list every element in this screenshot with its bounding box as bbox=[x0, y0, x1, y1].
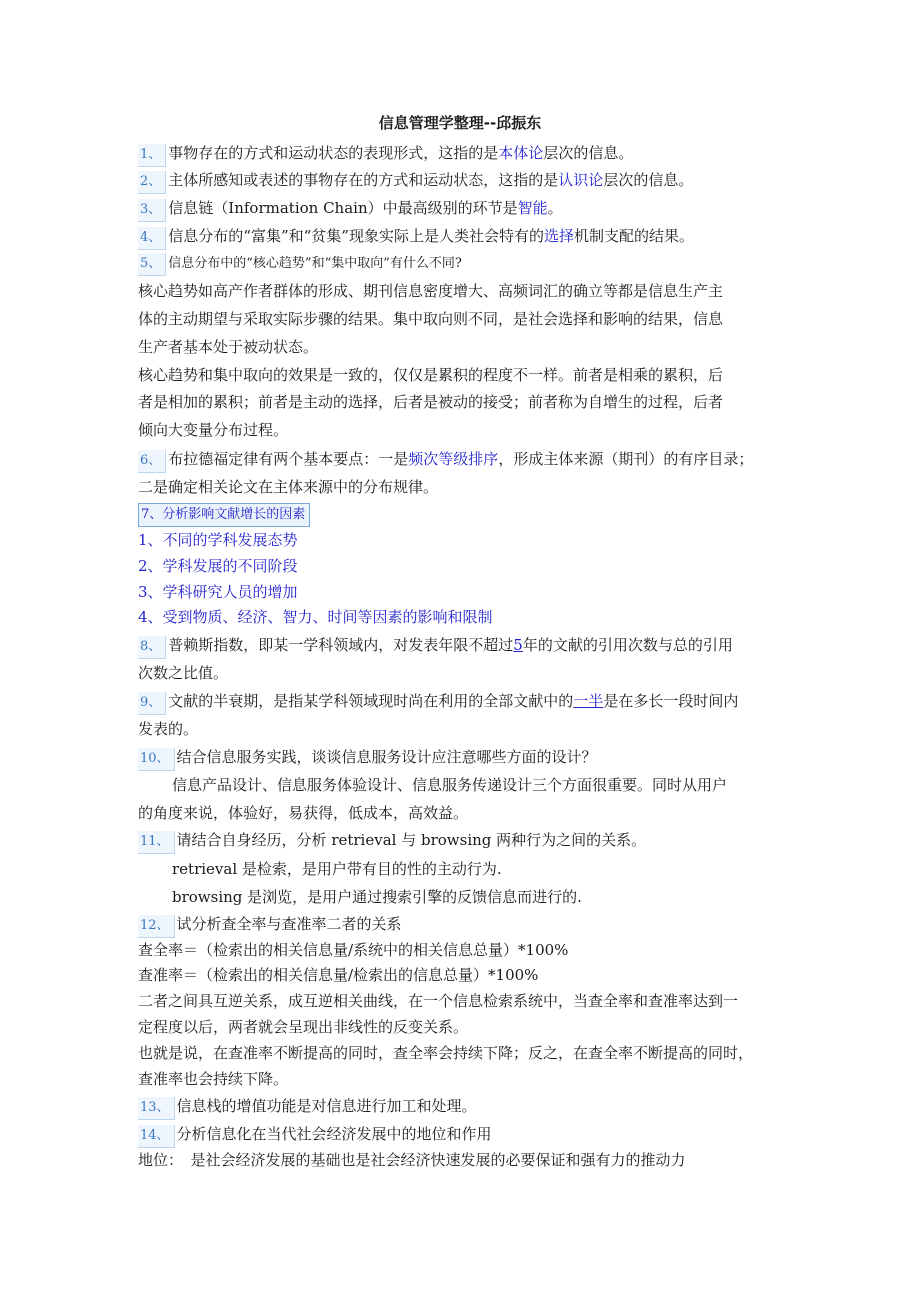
item-number: 10、 bbox=[138, 748, 175, 771]
item-number: 2、 bbox=[138, 171, 166, 194]
question-10: 10、 结合信息服务实践，谈谈信息服务设计应注意哪些方面的设计？ bbox=[138, 744, 597, 770]
answer-5-line: 体的主动期望与采取实际步骤的结果。集中取向则不同，是社会选择和影响的结果，信息 bbox=[138, 310, 724, 328]
question-1: 1、 事物存在的方式和运动状态的表现形式，这指的是本体论层次的信息。 bbox=[138, 140, 633, 166]
item-number: 3、 bbox=[138, 199, 166, 222]
keyword-link[interactable]: 本体论 bbox=[498, 144, 544, 162]
item-number: 4、 bbox=[138, 227, 166, 250]
item-number: 1、 bbox=[138, 144, 166, 167]
keyword-link[interactable]: 选择 bbox=[543, 227, 574, 245]
item-number: 12、 bbox=[138, 915, 175, 938]
question-6-line2: 二是确定相关论文在主体来源中的分布规律。 bbox=[138, 478, 439, 496]
keyword-link[interactable]: 一半 bbox=[573, 692, 604, 710]
question-8-line2: 次数之比值。 bbox=[138, 664, 229, 682]
factor-item: 2、学科发展的不同阶段 bbox=[138, 557, 298, 575]
question-14: 14、 分析信息化在当代社会经济发展中的地位和作用 bbox=[138, 1121, 492, 1147]
question-13: 13、 信息栈的增值功能是对信息进行加工和处理。 bbox=[138, 1093, 477, 1119]
answer-11-line: browsing 是浏览，是用户通过搜索引擎的反馈信息而进行的. bbox=[172, 888, 582, 906]
item-number: 8、 bbox=[138, 636, 166, 659]
answer-12-line: 查全率＝（检索出的相关信息量/系统中的相关信息总量）*100% bbox=[138, 941, 569, 959]
answer-12-line: 查准率也会持续下降。 bbox=[138, 1070, 289, 1088]
question-4: 4、 信息分布的“富集”和“贫集”现象实际上是人类社会特有的选择机制支配的结果。 bbox=[138, 223, 694, 249]
keyword-link[interactable]: 频次等级排序 bbox=[408, 450, 499, 468]
answer-5-line: 核心趋势和集中取向的效果是一致的，仅仅是累积的程度不一样。前者是相乘的累积，后 bbox=[138, 366, 724, 384]
answer-10-line: 的角度来说，体验好，易获得，低成本，高效益。 bbox=[138, 804, 469, 822]
answer-14-line: 地位： 是社会经济发展的基础也是社会经济快速发展的必要保证和强有力的推动力 bbox=[138, 1151, 686, 1169]
document-title: 信息管理学整理--邱振东 bbox=[378, 114, 542, 132]
answer-5-line: 生产者基本处于被动状态。 bbox=[138, 338, 319, 356]
question-3: 3、 信息链（Information Chain）中最高级别的环节是智能。 bbox=[138, 195, 563, 221]
question-9: 9、 文献的半衰期，是指某学科领域现时尚在利用的全部文献中的一半是在多长一段时间内 bbox=[138, 688, 738, 714]
item-number: 6、 bbox=[138, 450, 166, 473]
question-8: 8、 普赖斯指数，即某一学科领域内，对发表年限不超过5年的文献的引用次数与总的引用 bbox=[138, 632, 733, 658]
question-2: 2、 主体所感知或表述的事物存在的方式和运动状态，这指的是认识论层次的信息。 bbox=[138, 167, 693, 193]
answer-12-line: 查准率＝（检索出的相关信息量/检索出的信息总量）*100% bbox=[138, 966, 539, 984]
answer-10-line: 信息产品设计、信息服务体验设计、信息服务传递设计三个方面很重要。同时从用户 bbox=[172, 776, 728, 794]
question-5: 5、 信息分布中的“核心趋势”和“集中取向”有什么不同? bbox=[138, 251, 462, 277]
answer-5-line: 核心趋势如高产作者群体的形成、期刊信息密度增大、高频词汇的确立等都是信息生产主 bbox=[138, 282, 724, 300]
factor-item: 4、受到物质、经济、智力、时间等因素的影响和限制 bbox=[138, 608, 493, 626]
keyword-link[interactable]: 智能 bbox=[517, 199, 548, 217]
question-12: 12、 试分析查全率与查准率二者的关系 bbox=[138, 911, 402, 937]
answer-12-line: 定程度以后，两者就会呈现出非线性的反变关系。 bbox=[138, 1018, 469, 1036]
factor-item: 1、不同的学科发展态势 bbox=[138, 531, 298, 549]
answer-11-line: retrieval 是检索，是用户带有目的性的主动行为. bbox=[172, 860, 502, 878]
keyword-link[interactable]: 认识论 bbox=[558, 171, 604, 189]
question-7-title: 7、分析影响文献增长的因素 bbox=[138, 503, 310, 527]
question-11: 11、 请结合自身经历，分析 retrieval 与 browsing 两种行为之间的关系。 bbox=[138, 827, 646, 853]
item-number: 9、 bbox=[138, 692, 166, 715]
factor-item: 3、学科研究人员的增加 bbox=[138, 583, 298, 601]
answer-5-line: 倾向大变量分布过程。 bbox=[138, 421, 289, 439]
item-number: 14、 bbox=[138, 1125, 175, 1148]
answer-12-line: 也就是说，在查准率不断提高的同时，查全率会持续下降；反之，在查全率不断提高的同时， bbox=[138, 1044, 754, 1062]
question-6: 6、 布拉德福定律有两个基本要点：一是频次等级排序，形成主体来源（期刊）的有序目录； bbox=[138, 446, 753, 472]
answer-5-line: 者是相加的累积；前者是主动的选择，后者是被动的接受；前者称为自增生的过程，后者 bbox=[138, 393, 724, 411]
item-number: 5、 bbox=[138, 253, 166, 276]
answer-12-line: 二者之间具互逆关系，成互逆相关曲线，在一个信息检索系统中，当查全率和查准率达到一 bbox=[138, 992, 739, 1010]
question-9-line2: 发表的。 bbox=[138, 720, 199, 738]
keyword-link[interactable]: 5 bbox=[513, 636, 523, 654]
item-number: 11、 bbox=[138, 831, 175, 854]
item-number: 13、 bbox=[138, 1097, 175, 1120]
